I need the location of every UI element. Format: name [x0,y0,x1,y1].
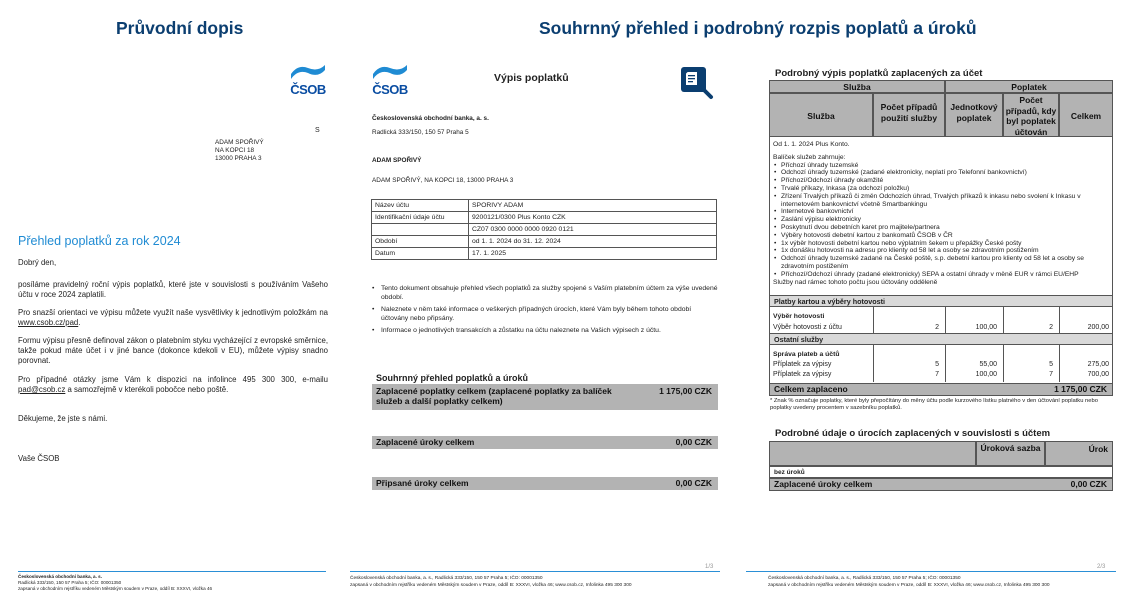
summary-row-paid-interest: Zaplacené úroky celkem 0,00 CZK [372,436,718,449]
csob-logo-icon [370,62,410,82]
list-item: • Informace o jednotlivých transakcích a zůstatku na účtu naleznete na Vašich výpisech z účtu. [372,326,718,335]
statement-title: Výpis poplatků [494,72,569,84]
row-extra2-unit: 100,00 [975,371,997,378]
row-extra1-total: 275,00 [1087,361,1109,368]
interest-total-value: 0,00 CZK [1070,479,1107,489]
row-cash-name: Výběr hotovosti z účtu [773,324,842,331]
row-cash-times: 2 [1049,324,1053,331]
package-description [773,141,1109,286]
no-interest-row: bez úroků [769,466,1113,478]
row-extra1-count: 5 [935,361,939,368]
summary-row-credited-interest: Připsané úroky celkem 0,00 CZK [372,477,718,490]
list-item: • Výběry hotovosti debetní kartou z bankomatů ČSOB v ČR [773,232,1109,240]
row-extra2-times: 7 [1049,371,1053,378]
summary-title: Souhrnný přehled poplatků a úroků [376,373,529,383]
package-note: Služby nad rámec tohoto počtu jsou účtovány odděleně [773,278,938,286]
list-item: • Příchozí úhrady tuzemské [773,162,1109,170]
csob-logo-text: ČSOB [290,82,326,97]
row-extra1-times: 5 [1049,361,1053,368]
row-cash-total: 200,00 [1087,324,1109,331]
summary-row-fees: Zaplacené poplatky celkem (zaplacené poplatky za balíček služeb a další poplatky celkem) 1 175,00 CZK [372,384,718,410]
footer-divider [350,571,720,572]
table-row: Název účtu SPORIVY ADAM [372,200,717,212]
signature: Vaše ČSOB [18,454,60,463]
client-name: ADAM SPOŘIVÝ [372,157,422,164]
csob-logo-icon [288,62,328,82]
bank-address: Radlická 333/150, 150 57 Praha 5 [372,129,469,136]
page-detailed-fees [746,48,1140,588]
paragraph-orientation: Pro snazší orientaci ve výpisu můžete využít naše vysvětlivky k jednotlivým položkám na www.csob.cz/pad. [18,308,328,327]
page-number: 2/3 [1097,564,1106,570]
link-csob-pad[interactable]: www.csob.cz/pad [18,318,79,327]
list-item: • Poskytnutí dvou debetních karet pro majitele/partnera [773,224,1109,232]
paid-total-value: 1 175,00 CZK [1054,384,1107,394]
footer-page3: Československá obchodní banka, a. s., Radlická 333/150, 150 57 Praha 5; IČO: 00001350 zapsaná v obchodním rejstříku vedeném Městským soudem v Praze, oddíl B: XXXVI, vložka 46; www.csob.cz, Infolinka 495 300 300 [768,576,1050,588]
list-item: • Trvalé příkazy, Inkasa (za odchozí položku) [773,185,1109,193]
client-address: ADAM SPOŘIVÝ, NA KOPCI 18, 13000 PRAHA 3 [372,177,514,184]
footer-page1: Československá obchodní banka, a. s. Radlická 333/150, 150 57 Praha 5; IČO: 00001350 zapsaná v obchodním rejstříku vedeném Městským soudem v Praze, oddíl B: XXXVI, vložka 46 [18,574,213,591]
row-cash-count: 2 [935,324,939,331]
row-cash-unit: 100,00 [975,324,997,331]
package-from: Od 1. 1. 2024 Plus Konto. [773,141,850,148]
footer-page2: Československá obchodní banka, a. s., Radlická 333/150, 150 57 Praha 5; IČO: 00001350 zapsaná v obchodním rejstříku vedeném Městským soudem v Praze, oddíl B: XXXVI, vložka 46; www.csob.cz, Infolinka 495 300 300 [350,576,632,588]
heading-cover-letter: Průvodní dopis [116,18,244,38]
col-service: Služba [769,93,873,137]
address-line: NA KOPCI 18 [215,147,255,154]
info-bullets [372,284,718,335]
list-item: • Příchozí/Odchozí úhrady (zadané elektronicky) SEPA a ostatní úhrady v měně EUR v rámci EU/EHP [773,271,1109,279]
group-header-service: Služba [769,80,945,93]
page-fee-statement [350,48,736,588]
interest-title: Podrobné údaje o úrocích zaplacených v souvislosti s účtem [775,428,1051,439]
paid-total-row [769,383,1113,396]
table-row: Období od 1. 1. 2024 do 31. 12. 2024 [372,236,717,248]
page-cover-letter [0,48,340,591]
group-header-fee: Poplatek [945,80,1113,93]
account-info-table [371,199,717,260]
heading-summary: Souhrnný přehled i podrobný rozpis poplatů a úroků [539,18,977,38]
footer-divider [18,571,326,572]
paragraph-contact: Pro případné otázky jsme Vám k dispozici na infolince 495 300 300, e-mailu pad@csob.cz a samozřejmě v kterékoli pobočce nebo poště. [18,375,328,394]
list-item: • Naleznete v něm také informace o veškerých případných úrocích, které Vám byly během tohoto období účtovány nebo připsány. [372,305,718,323]
recipient-address [215,139,264,163]
document-magnifier-icon [677,63,715,101]
interest-total-row [769,478,1113,491]
paid-total-label: Celkem zaplaceno [774,384,848,394]
footnote: * Znak % označuje poplatky, které byly přepočítány do měny účtu podle kurzového lístku platného v den účtování poplatku nebo poplatky uvedeny procentem v sazebníku poplatků. [770,398,1098,411]
list-item: • Zaslání výpisu elektronicky [773,216,1109,224]
list-item: • Zřízení Trvalých příkazů či změn Odchozích úhrad, Trvalých příkazů k inkasu nebo svolení k Inkasu v internetovém bankovnictví včetně Smartbankingu [773,193,1109,209]
detail-title: Podrobný výpis poplatků zaplacených za účet [775,68,983,79]
table-row: CZ07 0300 0000 0000 0920 0121 [372,224,717,236]
paragraph-intro: posíláme pravidelný roční výpis poplatků, které jste v souvislosti s používáním Vašeho účtu v roce 2024 zaplatili. [18,280,328,299]
s-mark: S [315,127,320,134]
interest-total-label: Zaplacené úroky celkem [774,479,873,489]
list-item: • Tento dokument obsahuje přehled všech poplatků za služby spojené s Vaším platebním účtem za výše uvedené období. [372,284,718,302]
list-item: • Příchozí/Odchozí úhrady okamžité [773,177,1109,185]
row-extra1-unit: 55,00 [979,361,997,368]
section-cards: Platby kartou a výběry hotovosti [769,295,1113,307]
col-count: Počet případů použití služby [873,93,945,137]
col-interest: Úrok [1045,441,1113,466]
package-intro: Balíček služeb zahrnuje: [773,153,846,161]
thanks: Děkujeme, že jste s námi. [18,414,108,423]
csob-logo [288,62,328,96]
address-line: ADAM SPOŘIVÝ [215,139,264,146]
col-unit-fee: Jednotkový poplatek [945,93,1003,137]
subsection-management: Správa plateb a účtů [773,351,840,358]
csob-logo-text: ČSOB [372,82,408,97]
list-item: • Odchozí úhrady tuzemské zadané na České poště, s.p. debetní kartou pro klienty od 58 let a osoby se zdravotním postižením [773,255,1109,271]
greeting: Dobrý den, [18,258,57,267]
row-extra2-count: 7 [935,371,939,378]
table-row: Datum 17. 1. 2025 [372,248,717,260]
letter-title: Přehled poplatků za rok 2024 [18,234,181,248]
csob-logo [370,62,410,96]
page-number: 1/3 [705,564,714,570]
bank-name: Československá obchodní banka, a. s. [372,115,489,122]
row-extra2-name: Příplatek za výpisy [773,371,832,378]
list-item: • 1x donášku hotovosti na adresu pro klienty od 58 let a osoby se zdravotním postižením [773,247,1109,255]
footer-divider [746,571,1116,572]
table-row: Identifikační údaje účtu 9200121/0300 Plus Konto CZK [372,212,717,224]
list-item: • Odchozí úhrady tuzemské (zadané elektronicky, neplatí pro Telefonní bankovnictví) [773,169,1109,177]
col-interest-rate: Úroková sazba [976,441,1045,466]
paragraph-law: Formu výpisu přesně definoval zákon o platebním styku vycházející z evropské směrnice, takže pokud máte účet i v jiné bance (dokonce kdekoli v EU), můžete výpisy snadno porovnat. [18,336,328,365]
section-other: Ostatní služby [769,333,1113,345]
row-extra2-total: 700,00 [1087,371,1109,378]
col-total: Celkem [1059,93,1113,137]
list-item: • Internetové bankovnictví [773,208,1109,216]
row-extra1-name: Příplatek za výpisy [773,361,832,368]
col-times-charged: Počet případů, kdy byl poplatek účtován [1003,93,1059,137]
subsection-cash: Výběr hotovosti [773,313,825,320]
list-item: • 1x výběr hotovosti debetní kartou nebo výplatním šekem u přepážky České pošty [773,240,1109,248]
link-email[interactable]: pad@csob.cz [18,385,66,394]
address-line: 13000 PRAHA 3 [215,155,262,162]
